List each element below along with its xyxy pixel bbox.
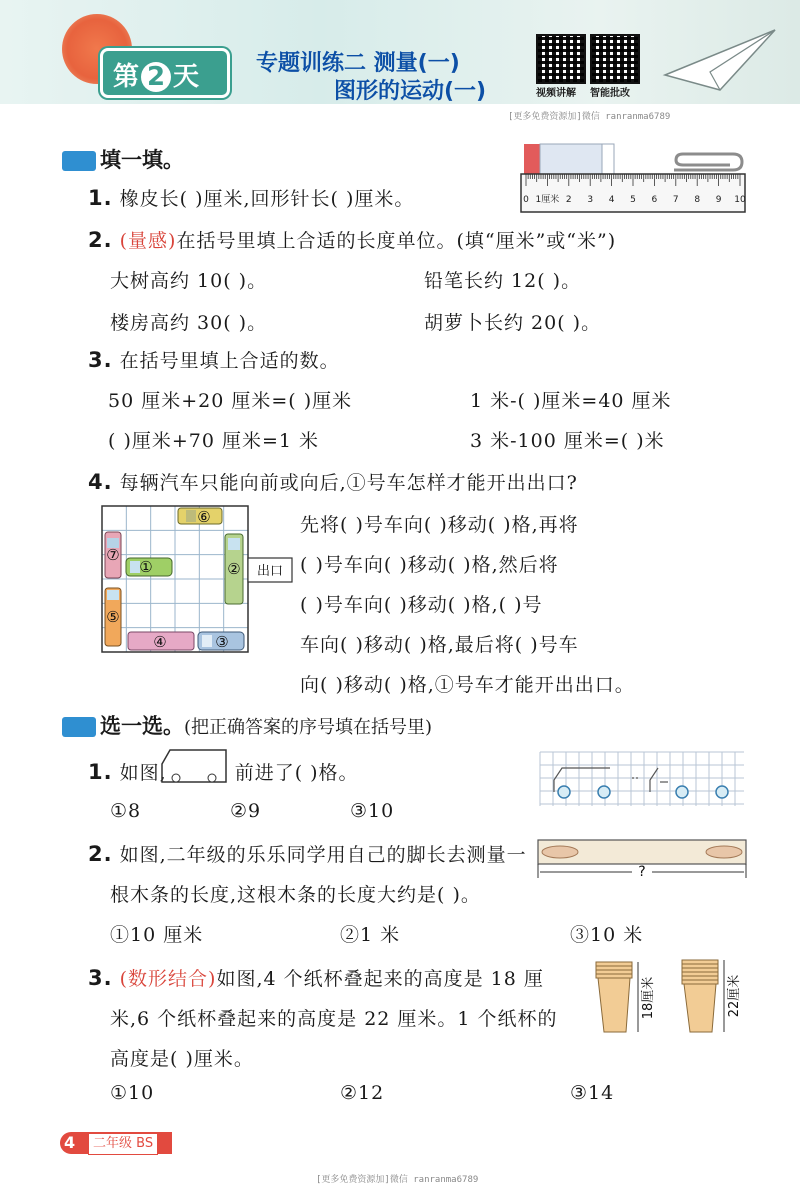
wood-bar-diagram	[536, 836, 748, 882]
s1-q4-line-2: ( )号车向( )移动( )格,然后将	[300, 554, 559, 576]
s2-q1-suffix: 前进了( )格。	[234, 762, 359, 784]
s1-q2-tag: (量感)	[119, 230, 177, 252]
section2-title: 选一选。	[100, 714, 184, 738]
footer-grade: 二年级	[93, 1136, 133, 1151]
s1-q4	[88, 468, 578, 495]
s1-q4-line-3: ( )号车向( )移动( )格,( )号	[300, 594, 543, 616]
s2-q3-num: 3.	[88, 966, 113, 990]
eraser-icon	[524, 144, 614, 174]
s2-q3-line-2: 米,6 个纸杯叠起来的高度是 22 厘米。1 个纸杯的	[110, 1008, 558, 1030]
watermark-top: [更多免费资源加]微信 ranranma6789	[508, 112, 671, 122]
footprint-left-icon	[542, 846, 578, 858]
cup-label-left: 18厘米	[641, 976, 656, 1020]
car-number-label: ②	[227, 560, 241, 578]
s2-q2-option-2[interactable]: ②1 米	[340, 924, 401, 946]
s1-q3-item-1: 50 厘米+20 厘米=( )厘米	[108, 390, 353, 412]
s2-q2-option-1[interactable]: ①10 厘米	[110, 924, 204, 946]
s1-q3-text: 在括号里填上合适的数。	[119, 350, 340, 372]
s2-q2-text-1: 如图,二年级的乐乐同学用自己的脚长去测量一	[119, 844, 527, 866]
s1-q3	[88, 346, 340, 373]
ruler-label: 0	[523, 195, 529, 205]
day-badge	[100, 48, 230, 98]
section1-heading	[62, 144, 184, 174]
paperclip-icon	[674, 154, 742, 170]
car-number-label: ⑦	[106, 546, 120, 564]
ruler-label: 4	[608, 195, 615, 205]
s1-q4-num: 4.	[88, 470, 113, 494]
section1-mark-icon	[62, 151, 96, 171]
s1-q2-item-1: 大树高约 10( )。	[110, 270, 268, 292]
s2-q2-option-3[interactable]: ③10 米	[570, 924, 644, 946]
s2-q3-option-1[interactable]: ①10	[110, 1082, 155, 1104]
page-number: 4	[64, 1133, 76, 1152]
day-number: 2	[141, 62, 171, 92]
s2-q1-option-1[interactable]: ①8	[110, 800, 142, 822]
s2-q2-num: 2.	[88, 842, 113, 866]
car-number-label: ①	[139, 558, 153, 576]
s2-q1-option-3[interactable]: ③10	[350, 800, 395, 822]
day-suffix: 天	[173, 62, 200, 92]
ruler-label: 3	[587, 195, 594, 205]
truck-grid-diagram	[538, 750, 746, 808]
s2-q3-text-1: 如图,4 个纸杯叠起来的高度是 18 厘	[216, 968, 544, 990]
s2-q2-line-2: 根木条的长度,这根木条的长度大约是( )。	[110, 884, 481, 906]
s1-q3-item-4: 3 米-100 厘米=( )米	[470, 430, 665, 452]
s2-q3-option-3[interactable]: ③14	[570, 1082, 615, 1104]
ruler-label: 5	[630, 195, 636, 205]
watermark-bottom: [更多免费资源加]微信 ranranma6789	[316, 1175, 479, 1185]
s1-q3-item-2: 1 米-( )厘米=40 厘米	[470, 390, 672, 412]
day-prefix: 第	[113, 62, 140, 92]
section2-heading	[62, 710, 432, 740]
parking-grid-diagram	[100, 504, 294, 656]
section2-mark-icon	[62, 717, 96, 737]
qr-caption-grading: 智能批改	[590, 88, 630, 99]
subtopic-title: 图形的运动(一)	[334, 79, 487, 104]
footprint-right-icon	[706, 846, 742, 858]
s2-q3-line-3: 高度是( )厘米。	[110, 1048, 254, 1070]
s1-q4-text: 每辆汽车只能向前或向后,①号车怎样才能开出出口?	[119, 472, 578, 494]
section2-note: (把正确答案的序号填在括号里)	[184, 717, 433, 738]
ruler-label: 8	[694, 195, 701, 205]
s1-q2-text: 在括号里填上合适的长度单位。(填“厘米”或“米”)	[176, 230, 617, 252]
ruler-label: 10	[734, 195, 746, 205]
ruler-label: 2	[565, 195, 572, 205]
ruler-label: 1厘米	[535, 195, 560, 205]
s1-q1-text: 橡皮长( )厘米,回形针长( )厘米。	[119, 188, 415, 210]
s1-q1-num: 1.	[88, 186, 113, 210]
s2-q3-tag: (数形结合)	[119, 968, 217, 990]
s1-q2-item-3: 楼房高约 30( )。	[110, 312, 268, 334]
qr-code-video-icon[interactable]	[536, 34, 586, 84]
s1-q3-item-3: ( )厘米+70 厘米=1 米	[108, 430, 320, 452]
paper-cups-diagram	[590, 958, 750, 1038]
qr-caption-video: 视频讲解	[536, 88, 576, 99]
s1-q3-num: 3.	[88, 348, 113, 372]
cup-label-right: 22厘米	[727, 974, 742, 1018]
footer-edition: BS	[136, 1136, 154, 1151]
s2-q1-num: 1.	[88, 760, 113, 784]
s1-q1	[88, 184, 414, 211]
qr-code-grading-icon[interactable]	[590, 34, 640, 84]
truck-shape-icon	[160, 748, 228, 784]
s1-q4-line-5: 向( )移动( )格,①号车才能开出出口。	[300, 674, 635, 696]
wood-question-mark: ?	[638, 864, 646, 880]
s2-q3-line-1	[88, 964, 544, 991]
s1-q2-item-4: 胡萝卜长约 20( )。	[424, 312, 602, 334]
paper-plane-icon	[660, 20, 780, 100]
car-number-label: ⑥	[197, 508, 211, 526]
footer-grade-box	[88, 1133, 158, 1155]
s2-q3-option-2[interactable]: ②12	[340, 1082, 385, 1104]
s1-q4-line-1: 先将( )号车向( )移动( )格,再将	[300, 514, 579, 536]
ruler-label: 6	[651, 195, 658, 205]
car-number-label: ⑤	[106, 608, 120, 626]
ruler-label: 9	[715, 195, 722, 205]
car-number-label: ④	[153, 633, 167, 651]
s2-q1-prefix: 如图,	[119, 762, 167, 784]
s2-q2-line-1	[88, 840, 527, 867]
exit-label: 出口	[256, 564, 284, 579]
s1-q2-num: 2.	[88, 228, 113, 252]
car-number-label: ③	[215, 633, 229, 651]
s1-q2	[88, 226, 616, 253]
ruler-diagram	[518, 138, 748, 214]
ruler-label: 7	[672, 195, 679, 205]
s1-q2-item-2: 铅笔长约 12( )。	[424, 270, 582, 292]
section1-title: 填一填。	[100, 148, 184, 172]
s2-q1-option-2[interactable]: ②9	[230, 800, 262, 822]
topic-title: 专题训练二 测量(一)	[256, 51, 460, 76]
s1-q4-line-4: 车向( )移动( )格,最后将( )号车	[300, 634, 579, 656]
cup-stack-4	[596, 962, 632, 1032]
cup-stack-6	[682, 960, 718, 1032]
